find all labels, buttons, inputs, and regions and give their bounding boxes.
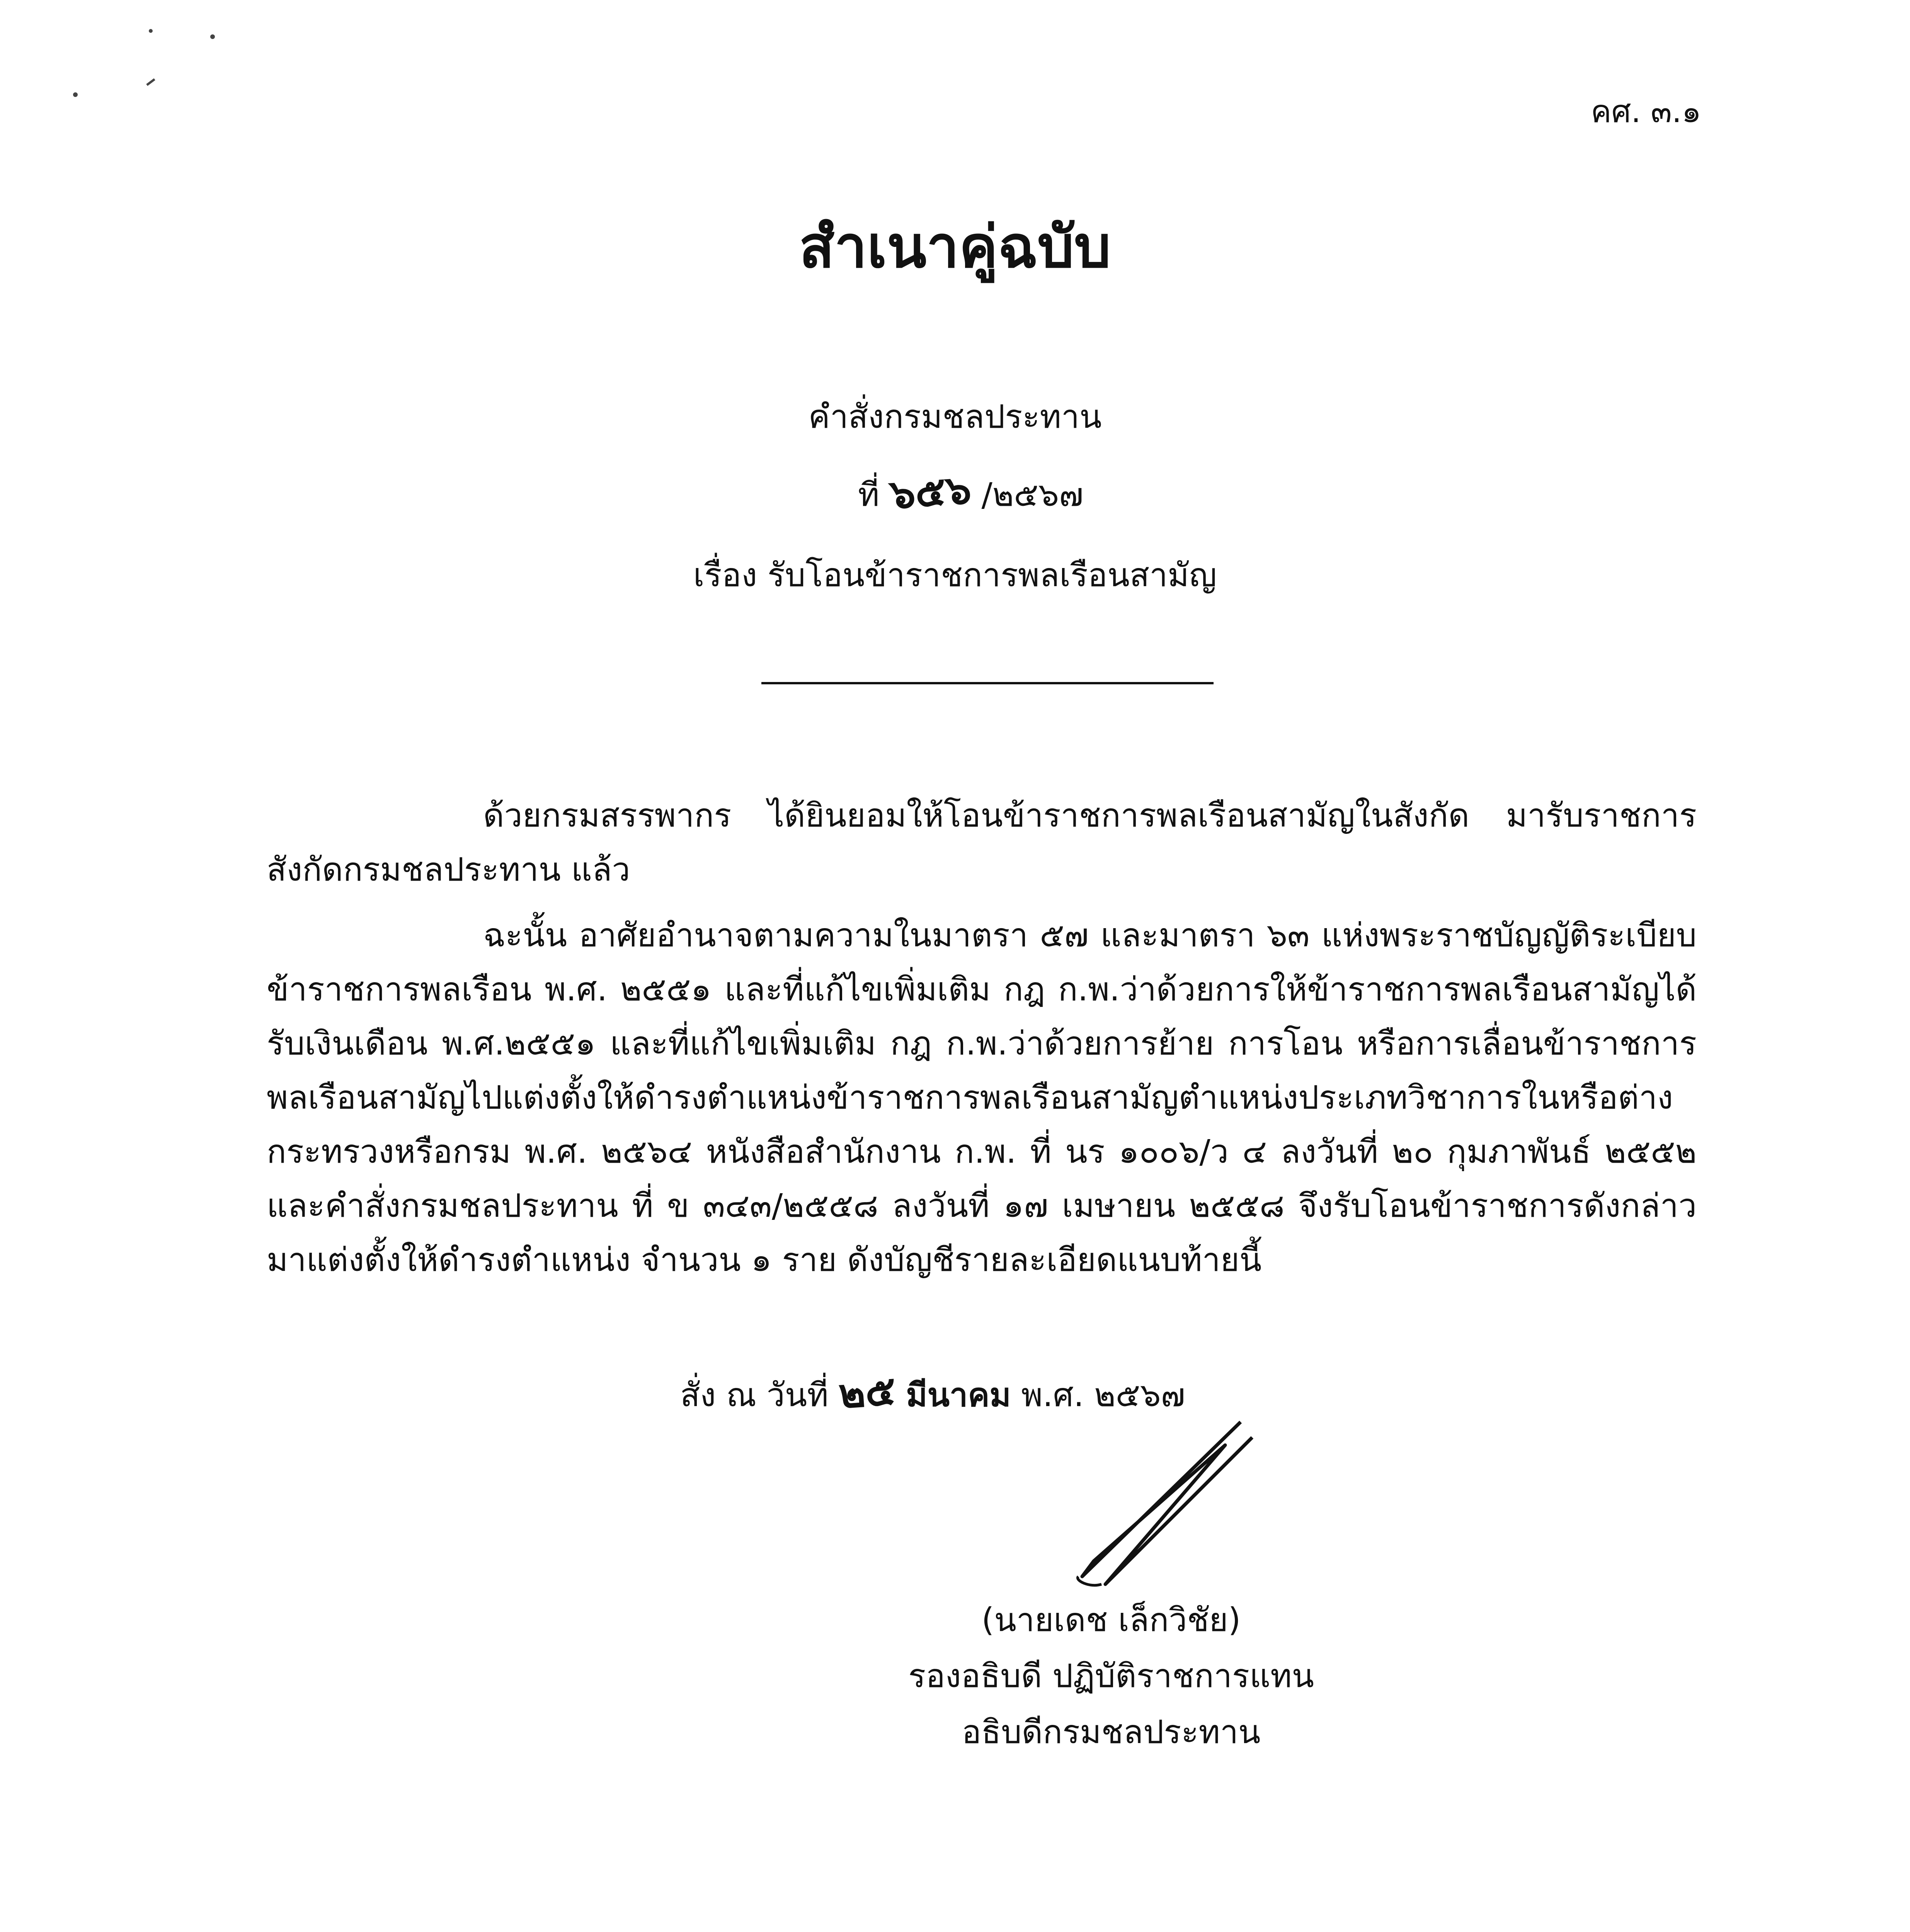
order-issuer: คำสั่งกรมชลประทาน <box>808 398 1102 435</box>
order-number-line <box>858 460 1083 524</box>
body-paragraph-1 <box>267 788 1697 896</box>
order-number-handwritten: ๖๕๖ <box>888 465 973 519</box>
signature-mark <box>1059 1414 1275 1600</box>
date-month-stamp: มีนาคม <box>906 1376 1011 1414</box>
order-number-year: /๒๕๖๗ <box>981 476 1084 514</box>
order-number-prefix: ที่ <box>858 476 880 514</box>
date-prefix: สั่ง ณ วันที่ <box>680 1376 829 1414</box>
date-year: พ.ศ. ๒๕๖๗ <box>1021 1376 1185 1414</box>
title-divider <box>761 682 1214 684</box>
signatory-block <box>850 1592 1372 1760</box>
document-title: สำเนาคู่ฉบับ <box>799 214 1111 281</box>
signatory-office: อธิบดีกรมชลประทาน <box>962 1713 1261 1751</box>
body-paragraph-2 <box>267 908 1697 1287</box>
signatory-name: (นายเดช เล็กวิชัย) <box>981 1601 1241 1639</box>
signatory-position: รองอธิบดี ปฏิบัติราชการแทน <box>908 1657 1314 1695</box>
order-subject: เรื่อง รับโอนข้าราชการพลเรือนสามัญ <box>693 556 1217 594</box>
scan-specks <box>58 23 251 120</box>
form-code: คศ. ๓.๑ <box>1590 94 1701 129</box>
paragraph-2-text: ฉะนั้น อาศัยอำนาจตามความในมาตรา ๕๗ และมาตรา ๖๓ แห่งพระราชบัญญัติระเบียบข้าราชการพลเรือน พ.ศ. ๒๕๕๑ และที่แก้ไขเพิ่มเติม กฎ ก.พ.ว่าด้วยการให้ข้าราชการพลเรือนสามัญได้รับเงินเดือน พ.ศ.๒๕๕๑ และที่แก้ไขเพิ่มเติม กฎ ก.พ.ว่าด้วยการย้าย การโอน หรือการเลื่อนข้าราชการพลเรือนสามัญไปแต่งตั้งให้ดำรงตำแหน่งข้าราชการพลเรือนสามัญตำแหน่งประเภทวิชาการในหรือต่างกระทรวงหรือกรม พ.ศ. ๒๕๖๔ หนังสือสำนักงาน ก.พ. ที่ นร ๑๐๐๖/ว ๔ ลงวันที่ ๒๐ กุมภาพันธ์ ๒๕๕๒ และคำสั่งกรมชลประทาน ที่ ข ๓๔๓/๒๕๕๘ ลงวันที่ ๑๗ เมษายน ๒๕๕๘ จึงรับโอนข้าราชการดังกล่าวมาแต่งตั้งให้ดำรงตำแหน่ง จำนวน ๑ ราย ดังบัญชีรายละเอียดแนบท้ายนี้ <box>267 916 1697 1279</box>
paragraph-1-text: ด้วยกรมสรรพากร ได้ยินยอมให้โอนข้าราชการพลเรือนสามัญในสังกัด มารับราชการสังกัดกรมชลประทาน แล้ว <box>267 796 1697 888</box>
date-day-handwritten: ๒๕ <box>837 1367 897 1418</box>
